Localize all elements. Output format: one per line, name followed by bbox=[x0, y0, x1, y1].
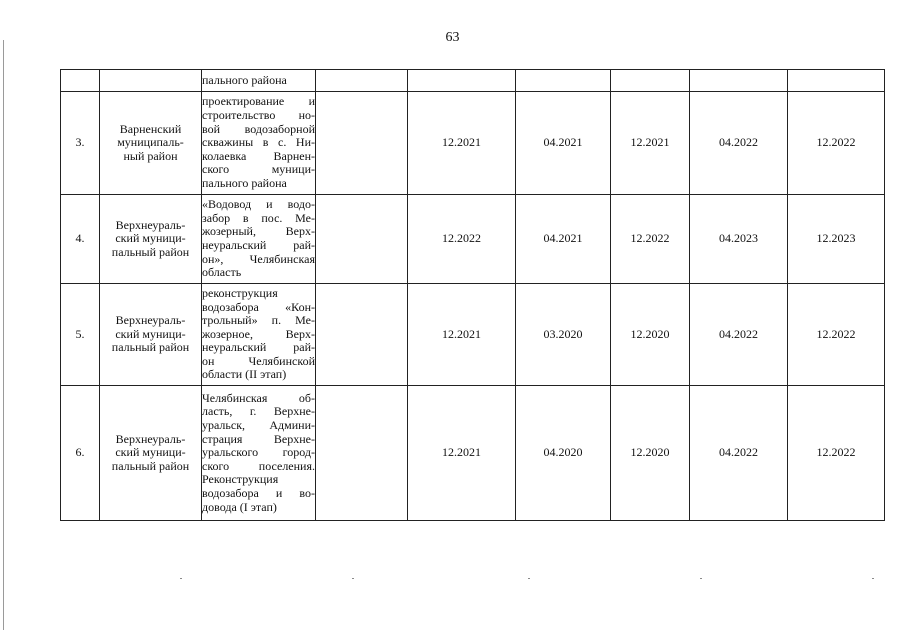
date-cell bbox=[516, 70, 611, 92]
description-line: проектирование и bbox=[202, 94, 315, 109]
municipality-line: муниципаль- bbox=[117, 135, 184, 150]
date-cell: 12.2022 bbox=[611, 195, 690, 284]
row-number: 6. bbox=[61, 386, 100, 521]
municipality-line: ский муници- bbox=[115, 326, 186, 341]
description-line: он», Челябинская bbox=[202, 251, 315, 266]
description-line: трольный» п. Ме- bbox=[202, 313, 315, 328]
date-cell: 04.2020 bbox=[516, 386, 611, 521]
empty-cell bbox=[316, 70, 408, 92]
description-line: забор в пос. Ме- bbox=[202, 210, 315, 225]
municipality-cell bbox=[100, 70, 202, 92]
description-line: неуральский рай- bbox=[202, 340, 315, 355]
date-cell: 12.2022 bbox=[408, 195, 516, 284]
date-cell: 04.2021 bbox=[516, 195, 611, 284]
table-row bbox=[61, 195, 885, 284]
date-cell: 03.2020 bbox=[516, 284, 611, 386]
municipality-line: пальный район bbox=[111, 244, 190, 259]
date-cell: 12.2023 bbox=[788, 195, 885, 284]
table-row bbox=[61, 386, 885, 521]
description-line: уральск, Админи- bbox=[202, 418, 315, 433]
description-line: колаевка Варнен- bbox=[202, 148, 315, 163]
date-cell: 12.2021 bbox=[611, 92, 690, 195]
municipality-line: Верхнеураль- bbox=[115, 217, 186, 232]
date-cell: 04.2022 bbox=[690, 92, 788, 195]
row-number: 4. bbox=[61, 195, 100, 284]
municipality-line: ский муници- bbox=[115, 445, 186, 460]
description-line: неуральский рай- bbox=[202, 238, 315, 252]
empty-cell bbox=[316, 386, 408, 521]
description-line: водозабора «Кон- bbox=[202, 299, 315, 314]
description-line: Реконструкция bbox=[202, 472, 279, 487]
description-line: строительство но- bbox=[202, 108, 315, 123]
scan-speck bbox=[700, 578, 702, 579]
description-line: жозерный, Верх- bbox=[202, 224, 315, 239]
row-number: 5. bbox=[61, 284, 100, 386]
date-cell: 04.2021 bbox=[516, 92, 611, 195]
description-line: «Водовод и водо- bbox=[202, 197, 315, 212]
municipality-line: ский муници- bbox=[115, 231, 186, 246]
municipality-cell bbox=[100, 284, 202, 386]
municipality-line: Верхнеураль- bbox=[115, 431, 186, 446]
empty-cell bbox=[316, 284, 408, 386]
description-cell bbox=[202, 70, 316, 92]
date-cell: 12.2021 bbox=[408, 92, 516, 195]
municipality-cell bbox=[100, 92, 202, 195]
description-cell bbox=[202, 284, 316, 386]
scan-speck bbox=[180, 578, 182, 579]
description-line: пального района bbox=[202, 72, 287, 87]
description-line: вой водозаборной bbox=[202, 121, 315, 136]
description-line: ского поселения. bbox=[202, 458, 315, 473]
municipality-line: Варненский bbox=[119, 121, 182, 136]
municipality-cell bbox=[100, 386, 202, 521]
description-line: Челябинская об- bbox=[202, 390, 315, 405]
description-line: он Челябинской bbox=[202, 353, 315, 368]
scan-speck bbox=[528, 578, 530, 579]
empty-cell bbox=[316, 92, 408, 195]
scan-speck bbox=[872, 578, 874, 579]
date-cell: 12.2020 bbox=[611, 386, 690, 521]
date-cell: 12.2021 bbox=[408, 284, 516, 386]
description-line: страция Верхне- bbox=[202, 431, 315, 446]
date-cell: 12.2022 bbox=[788, 386, 885, 521]
date-cell: 12.2021 bbox=[408, 386, 516, 521]
empty-cell bbox=[316, 195, 408, 284]
description-cell bbox=[202, 386, 316, 521]
description-line: реконструкция bbox=[202, 285, 278, 300]
municipality-line: Верхнеураль- bbox=[115, 313, 186, 328]
description-line: ского муници- bbox=[202, 162, 315, 177]
scan-specks bbox=[0, 578, 905, 586]
date-cell bbox=[690, 70, 788, 92]
date-cell: 04.2022 bbox=[690, 386, 788, 521]
date-cell: 12.2022 bbox=[788, 92, 885, 195]
description-line: ласть, г. Верхне- bbox=[202, 404, 315, 419]
description-line: область bbox=[202, 265, 242, 280]
description-cell bbox=[202, 195, 316, 284]
municipality-line: пальный район bbox=[111, 458, 190, 473]
description-line: водозабора и во- bbox=[202, 485, 315, 500]
description-line: скважины в с. Ни- bbox=[202, 135, 315, 150]
page-number: 63 bbox=[445, 30, 460, 45]
description-line: области (II этап) bbox=[202, 367, 287, 382]
date-cell: 04.2023 bbox=[690, 195, 788, 284]
table-row bbox=[61, 70, 885, 92]
description-line: довода (I этап) bbox=[202, 499, 277, 514]
row-number bbox=[61, 70, 100, 92]
date-cell bbox=[788, 70, 885, 92]
scan-speck bbox=[352, 578, 354, 579]
description-line: уральского город- bbox=[202, 445, 315, 460]
date-cell: 12.2020 bbox=[611, 284, 690, 386]
date-cell bbox=[611, 70, 690, 92]
date-cell: 12.2022 bbox=[788, 284, 885, 386]
schedule-table bbox=[60, 69, 885, 521]
row-number: 3. bbox=[61, 92, 100, 195]
date-cell: 04.2022 bbox=[690, 284, 788, 386]
description-line: жозерное, Верх- bbox=[202, 326, 315, 341]
description-line: пального района bbox=[202, 175, 287, 190]
description-cell bbox=[202, 92, 316, 195]
table-row bbox=[61, 284, 885, 386]
municipality-line: пальный район bbox=[111, 340, 190, 355]
municipality-line: ный район bbox=[123, 148, 178, 163]
date-cell bbox=[408, 70, 516, 92]
table-row bbox=[61, 92, 885, 195]
municipality-cell bbox=[100, 195, 202, 284]
scan-edge-line bbox=[3, 40, 4, 630]
